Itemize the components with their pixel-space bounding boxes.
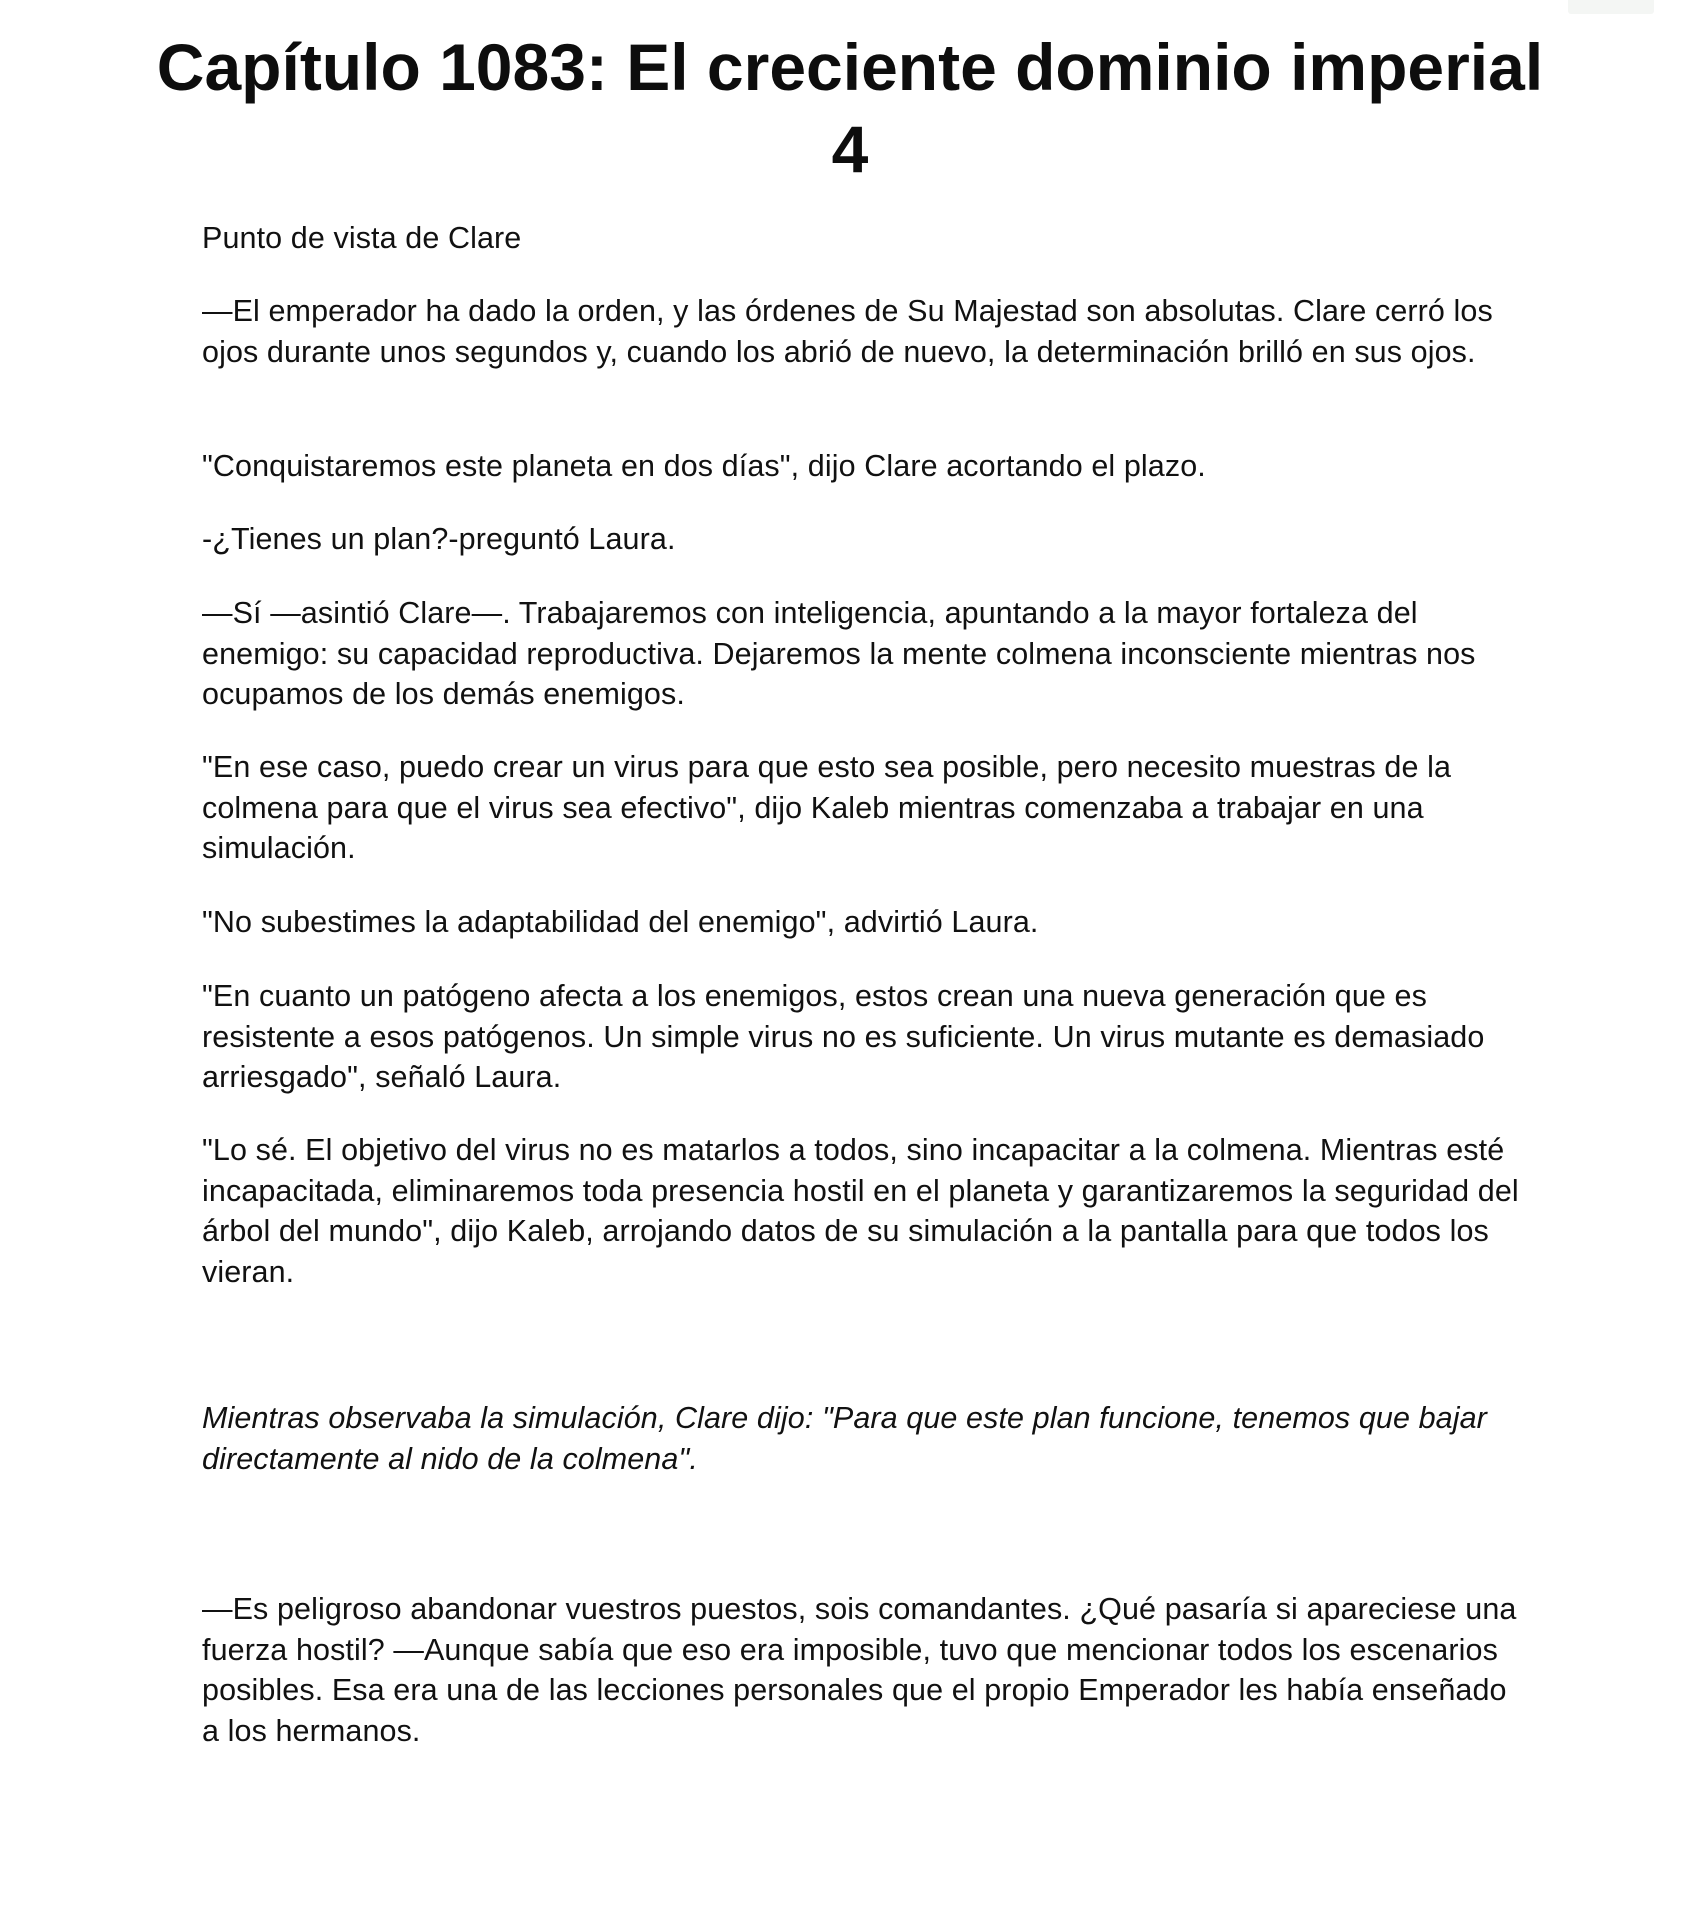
paragraph: "En ese caso, puedo crear un virus para que esto sea posible, pero necesito muestras de la colmena para que el virus sea efectivo", dijo Kaleb mientras comenzaba a trabajar en una simulación.: [202, 750, 1452, 865]
chapter-title: Capítulo 1083: El creciente dominio imperial 4: [156, 30, 1544, 186]
paragraph: "Conquistaremos este planeta en dos días", dijo Clare acortando el plazo.: [202, 449, 1206, 483]
paragraph: —Es peligroso abandonar vuestros puestos, sois comandantes. ¿Qué pasaría si apareciese una fuerza hostil? —Aunque sabía que eso era imposible, tuvo que mencionar todos los escenarios posibles. Esa era una de las lecciones personales que el propio Emperador les había enseñado a los hermanos.: [202, 1592, 1517, 1748]
paragraph: "Lo sé. El objetivo del virus no es matarlos a todos, sino incapacitar a la colmena. Mientras esté incapacitada, eliminaremos toda presencia hostil en el planeta y garantizaremos la seguridad del árbol del mundo", dijo Kaleb, arrojando datos de su simulación a la pantalla para que todos los vieran.: [202, 1133, 1519, 1289]
page-corner-decoration: [1568, 0, 1654, 14]
paragraph-italic: Mientras observaba la simulación, Clare dijo: "Para que este plan funcione, tenemos que bajar directamente al nido de la colmena".: [202, 1401, 1487, 1476]
paragraph: "En cuanto un patógeno afecta a los enemigos, estos crean una nueva generación que es resistente a esos patógenos. Un simple virus no es suficiente. Un virus mutante es demasiado arriesgado", señaló Laura.: [202, 979, 1485, 1094]
paragraph: -¿Tienes un plan?-preguntó Laura.: [202, 522, 676, 556]
paragraph-pov: Punto de vista de Clare: [202, 221, 522, 255]
paragraph: —Sí —asintió Clare—. Trabajaremos con inteligencia, apuntando a la mayor fortaleza del enemigo: su capacidad reproductiva. Dejaremos la mente colmena inconsciente mientras nos ocupamos de los demás enemigos.: [202, 596, 1476, 711]
paragraph: "No subestimes la adaptabilidad del enemigo", advirtió Laura.: [202, 905, 1039, 939]
paragraph: —El emperador ha dado la orden, y las órdenes de Su Majestad son absolutas. Clare cerró los ojos durante unos segundos y, cuando los abrió de nuevo, la determinación brilló en sus ojos.: [202, 294, 1493, 369]
